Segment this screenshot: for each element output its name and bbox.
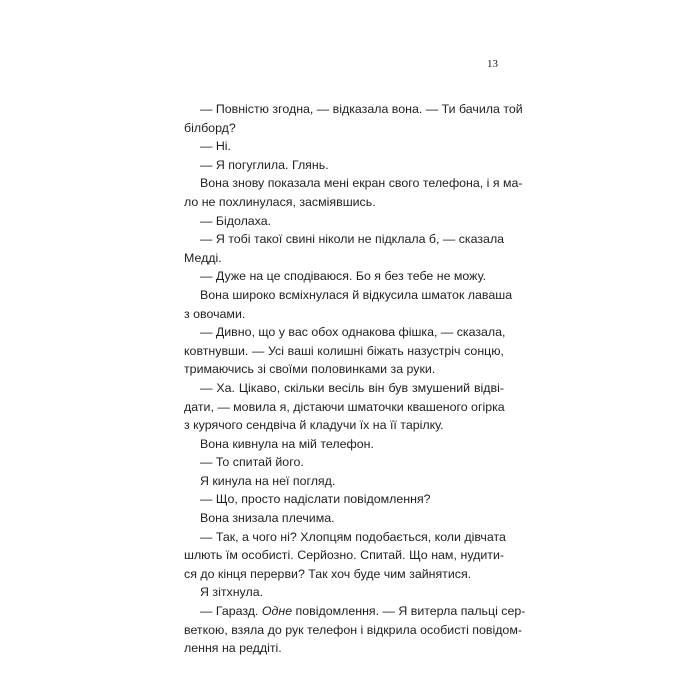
text-line [184,453,504,472]
text-segment: шлють їм особисті. Серйозно. Спитай. Що нам, нудити- [184,548,504,563]
text-segment: ковтнувши. — Усі ваші колишні біжать назустріч сонцю, [184,343,504,358]
text-line [184,490,504,509]
text-line [184,435,504,454]
text-segment: Вона широко всміхнулася й відкусила шматок лаваша [200,287,513,302]
text-line [184,565,504,584]
text-segment: білборд? [184,120,236,135]
text-segment: дати, — мовила я, дістаючи шматочки квашеного огірка [184,399,505,414]
text-segment: — Ха. Цікаво, скільки весіль він був змушений відві- [200,380,504,395]
text-segment: — Ні. [200,139,231,154]
text-line [184,472,504,491]
text-segment: повідомлення. — Я витерла пальці сер- [292,604,526,619]
text-segment: з курячого сендвіча й кладучи їх на її тарілку. [184,418,444,433]
text-line [184,583,504,602]
text-line [184,323,504,342]
text-line [184,305,504,324]
text-segment: тримаючись зі своїми половинками за руки. [184,362,436,377]
text-line [184,156,504,175]
text-segment: — Дуже на це сподіваюся. Бо я без тебе не можу. [200,269,487,284]
text-line [184,174,523,193]
text-segment: ло не похлинулася, засміявшись. [184,194,376,209]
text-line [184,379,504,398]
text-segment: — Що, просто надіслати повідомлення? [200,492,431,507]
text-line [184,249,504,268]
text-line [184,230,504,249]
text-segment: — Я погуглила. Глянь. [200,157,329,172]
text-line [184,416,504,435]
text-line [184,639,504,658]
text-segment: — Я тобі такої свині ніколи не підклала б, — сказала [200,232,505,247]
text-segment: Я кинула на неї погляд. [200,473,336,488]
italic-text: Одне [261,604,293,619]
text-line [184,509,504,528]
text-line [184,267,504,286]
text-line [184,119,504,138]
page-number: 13 [487,58,498,70]
text-segment: — Повністю згодна, — відказала вона. — Ти бачила той [200,102,523,116]
text-segment: Вона кивнула на мій телефон. [200,436,374,451]
text-line [184,342,504,361]
text-line [184,100,523,119]
text-segment: Медді. [184,250,222,265]
text-line [184,137,504,156]
text-segment: — Гаразд. [200,604,262,619]
text-segment: — Бідолаха. [200,213,272,228]
body-text [184,100,526,658]
text-segment: — Дивно, що у вас обох однакова фішка, — сказала, [200,325,506,340]
text-segment: — Так, а чого ні? Хлопцям подобається, коли дівчата [200,529,506,544]
text-line [184,286,513,305]
text-line [184,360,504,379]
text-line [184,193,504,212]
text-line [184,528,504,547]
text-segment: Я зітхнула. [200,585,264,600]
text-line [184,212,504,231]
text-segment: веткою, взяла до рук телефон і відкрила особисті повідом- [184,622,522,637]
text-segment: з овочами. [184,306,246,321]
text-line [184,621,522,640]
text-segment: Вона знову показала мені екран свого телефона, і я ма- [200,176,523,191]
text-line [184,398,504,417]
text-segment: Вона знизала плечима. [200,511,335,526]
text-segment: — То спитай його. [200,455,304,470]
text-line [184,546,504,565]
text-line [184,602,526,621]
text-segment: лення на реддіті. [184,641,282,656]
text-segment: ся до кінця перерви? Так хоч буде чим зайнятися. [184,566,472,581]
